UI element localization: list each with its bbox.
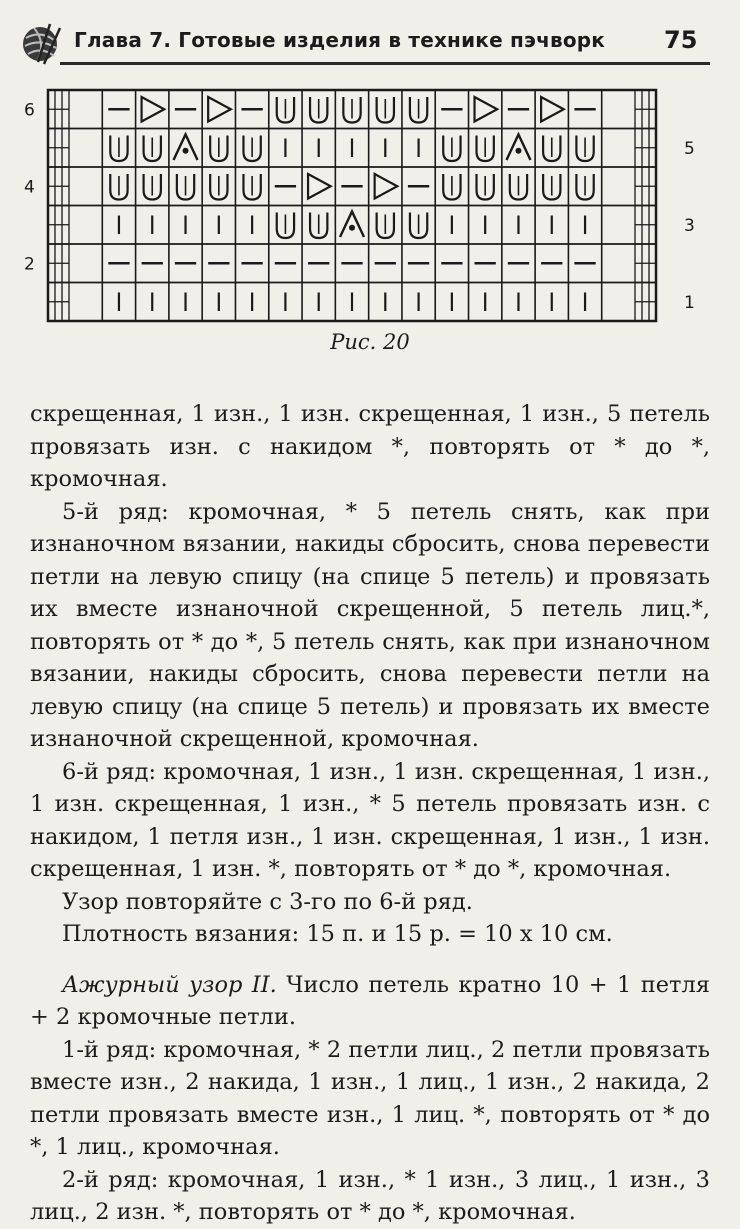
decrease-stitch-symbol [506,135,530,161]
header-divider [60,62,710,65]
row-label: 3 [684,215,695,236]
row-label: 4 [24,177,35,198]
pattern-intro: Число петель кратно 10 + 1 петля + 2 кромочные петли. [30,971,710,1030]
slip-stitch-symbol [475,97,498,122]
decrease-stitch-symbol [349,225,355,231]
slip-stitch-symbol [375,174,398,199]
paragraph: скрещенная, 1 изн., 1 изн. скрещенная, 1 изн., 5 петель провязать изн. с накидом *, повторять от * до *, кромочная. [30,401,710,492]
decrease-stitch-symbol [340,212,364,238]
paragraph: Плотность вязания: 15 п. и 15 р. = 10 х 10 см. [62,921,613,947]
slip-stitch-symbol [541,97,564,122]
slip-stitch-symbol [308,174,331,199]
decrease-stitch-symbol [515,148,521,154]
row-label: 2 [24,254,35,275]
knitting-chart [0,80,740,325]
paragraph: 1-й ряд: кромочная, * 2 петли лиц., 2 петли провязать вместе изн., 2 накида, 1 изн., 1 лиц., 1 изн., 2 накида, 2 петли провязать вместе изн., 1 лиц. *, повторять от * до *, 1 лиц., кромочная. [30,1036,710,1160]
pattern-title: Ажурный узор II. [62,971,277,998]
row-label: 5 [684,138,695,159]
body-text [30,398,710,1229]
paragraph: Узор повторяйте с 3-го по 6-й ряд. [62,888,473,915]
paragraph: 2-й ряд: кромочная, 1 изн., * 1 изн., 3 лиц., 1 изн., 3 лиц., 2 изн. *, повторять от * до *, кромочная. [30,1166,710,1225]
yarn-ball-icon [16,18,64,66]
decrease-stitch-symbol [174,135,198,161]
figure-caption: Рис. 20 [330,330,410,354]
paragraph: 5-й ряд: кромочная, * 5 петель снять, как при изнаночном вязании, накиды сбросить, снова перевести петли на левую спицу (на спице 5 петель) и провязать их вместе изнаночной скрещенной, 5 петель лиц.*, повторять от * до *, 5 петель снять, как при изнаночном вязании, накиды сбросить, снова перевести петли на левую спицу (на спице 5 петель) и провязать их вместе изнаночной скрещенной, кромочная. [30,498,710,752]
page-header [0,0,740,90]
row-label: 1 [684,292,695,313]
paragraph: 6-й ряд: кромочная, 1 изн., 1 изн. скрещенная, 1 изн., 1 изн. скрещенная, 1 изн., * 5 петель провязать изн. с накидом, 1 петля изн., 1 изн. скрещенная, 1 изн., 1 изн. скрещенная, 1 изн. *, повторять от * до *, кромочная. [30,758,710,882]
row-label: 6 [24,100,35,121]
slip-stitch-symbol [142,97,165,122]
running-title: Глава 7. Готовые изделия в технике пэчворк [74,28,606,52]
decrease-stitch-symbol [183,148,189,154]
paragraph [30,969,710,1034]
slip-stitch-symbol [208,97,231,122]
page-number: 75 [664,26,698,54]
